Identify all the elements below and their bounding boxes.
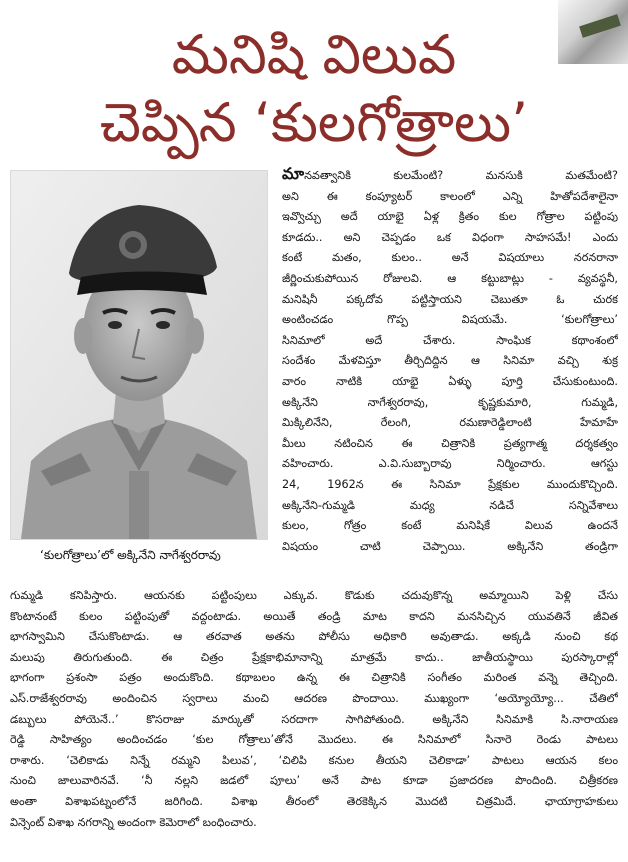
article-line — [10, 607, 618, 628]
article-line-text: వహించారు. ఎ.వి.సుబ్బారావు నిర్మించారు. ఆగస్టు — [282, 457, 618, 471]
article-line-text: సినిమాలో అదే చేశారు. సాంఘిక కథాంశంలో — [282, 333, 618, 347]
article-line — [282, 454, 618, 475]
article-line-text: అక్కినేని నాగేశ్వరరావు, కృష్ణకుమారి, గుమ్మడి, — [282, 395, 618, 409]
article-line — [282, 187, 618, 208]
article-right-column — [282, 164, 618, 557]
article-line-text: భాగస్వామిని చేసుకొంటాడు. ఆ తరవాత అతను పోలీసు అధికారి అవుతాడు. అక్కడి నుంచి కథ — [10, 630, 618, 644]
article-line — [282, 351, 618, 372]
article-line — [282, 496, 618, 517]
article-line-text: ఎస్.రాజేశ్వరరావు అందించిన స్వరాలు మంచి ఆదరణ పొందాయి. ముఖ్యంగా ‘అయ్యోయ్యో... చేతిలో — [10, 691, 618, 705]
article-line-text: కొంటానంటే కులం పట్టింపుతో వద్దంటాడు. అయితే తండ్రి మాట కాదని మనసిచ్చిన యువతినే జీవిత — [10, 609, 618, 623]
article-full-width — [10, 586, 618, 833]
article-line-text: మనిషినీ పక్కదోవ పట్టిస్తాయని చెబుతూ ఓ చురక — [282, 292, 618, 306]
article-line-text: సందేశం మేళవిస్తూ తీర్చిదిద్దిన ఆ సినిమా వచ్చి శుక్ర — [282, 354, 618, 368]
article-line-text: కూడదు.. అని చెప్పడం ఒక విధంగా సాహసమే! ఎందు — [282, 230, 618, 244]
article-line-text: అక్కినేని-గుమ్మడి మధ్య నడిచే సన్నివేశాలు — [282, 498, 618, 512]
article-line — [10, 751, 618, 772]
headline-line-1: మనిషి విలువ — [171, 23, 457, 86]
article-line-text: కంటే మతం, కులం.. అనే విషయాలు నరనరానా — [282, 251, 618, 265]
article-line-text: విన్సెంట్ విశాఖ నగరాన్ని అందంగా కెమెరాలో బంధించారు. — [10, 815, 257, 829]
article-line — [282, 207, 618, 228]
article-line-text: జీర్ణించుకుపోయిన రోజులవి. ఆ కట్టుబాట్లు - వ్యవస్థనీ, — [282, 271, 618, 285]
article-line — [282, 310, 618, 331]
article-line-text: భాగంగా ప్రశంసా పత్రం అందుకొంది. కథాబలం ఉన్న ఈ చిత్రానికి సంగీతం మరింత వన్నె తెచ్చింది. — [10, 671, 618, 685]
article-line-text: అని ఈ కంప్యూటర్ కాలంలో ఎన్ని హితోపదేశాలైనా — [282, 189, 618, 203]
article-line — [10, 648, 618, 669]
article-line-text: వారం నాటికి యాభై ఏళ్ళు పూర్తి చేసుకుంటుంది. — [282, 374, 618, 388]
article-line — [10, 710, 618, 731]
article-line-text: మీలు నటించిన ఈ చిత్రానికి ప్రత్యగాత్మ దర్శకత్వం — [282, 436, 618, 450]
article-line — [282, 228, 618, 249]
article-line — [10, 668, 618, 689]
article-line-text: విషయం చాటి చెప్పాయి. అక్కినేని తండ్రిగా — [282, 539, 618, 553]
article-line-text: 24, 1962న ఈ సినిమా ప్రేక్షకుల ముందుకొచ్చింది. — [282, 477, 618, 491]
article-line — [282, 516, 618, 537]
article-line-text: గుమ్మడి కనిపిస్తారు. ఆయనకు పట్టింపులు ఎక్కువ. కొడుకు చదువుకొన్న అమ్మాయిని పెళ్లి చేసు — [10, 589, 618, 602]
article-line — [282, 269, 618, 290]
article-line — [282, 393, 618, 414]
article-line-text: డబ్బులు పోయెనే..’ కొసరాజు మార్కుతో సరదాగా సాగిపోతుంది. అక్కినేని సినిమాకి సి.నారాయణ — [10, 712, 618, 726]
article-line — [282, 537, 618, 558]
photo-caption: ‘కులగోత్రాలు’లో అక్కినేని నాగేశ్వరరావు — [40, 548, 221, 562]
article-line-text: అంతా విశాఖపట్నంలోనే జరిగింది. విశాఖ తీరంలో తెరకెక్కిన మొదటి చిత్రమిదే. ఛాయాగ్రాహకులు — [10, 794, 618, 808]
article-line-text: రాశారు. ‘చెలికాడు నిన్నే రమ్మని పిలువ’, ‘చిలిపి కనుల తీయని చెలికాడా’ పాటలు ఆయన కలం — [10, 753, 618, 767]
article-line-text: ఇవ్వొచ్చు అదే యాభై ఏళ్ల క్రితం కుల గోత్రాల పట్టింపు — [282, 210, 618, 224]
article-line — [282, 475, 618, 496]
article-line-text: అంటించడం గొప్ప విషయమే. ‘కులగోత్రాలు’ — [282, 313, 618, 327]
article-line — [10, 689, 618, 710]
article-line — [10, 771, 618, 792]
article-line — [282, 164, 618, 187]
article-line — [10, 792, 618, 813]
article-line-text: మిక్కిలినేని, రేలంగి, రమణారెడ్డిలాంటి హేమాహే — [282, 416, 618, 430]
article-line — [282, 331, 618, 352]
article-line — [282, 290, 618, 311]
article-line-text: కులం, గోత్రం కంటే మనిషికే విలువ ఉందనే — [282, 519, 618, 533]
article-line-text: నవత్వానికి కులమేంటి? మనసుకి మతమేంటి? — [304, 169, 618, 182]
article-line — [10, 813, 618, 834]
actor-photo — [10, 170, 268, 540]
drop-cap: మా — [282, 164, 305, 183]
article-line-text: మలుపు తిరుగుతుంది. ఈ చిత్రం ప్రేక్షకాభిమానాన్ని మాత్రమే కాదు.. జాతీయస్థాయి పురస్కారాల్లో — [10, 650, 618, 664]
article-line — [282, 372, 618, 393]
article-line — [282, 434, 618, 455]
article-line-text: నుంచి జాలువారినవే. ‘నీ నల్లని జడలో పూలు’ అనే పాట కూడా ప్రజాదరణ పొందింది. చిత్రీకరణ — [10, 774, 618, 788]
article-line — [282, 248, 618, 269]
article-line — [10, 586, 618, 607]
article-line — [10, 627, 618, 648]
headline-line-2: చెప్పిన ‘కులగోత్రాలు’ — [99, 91, 529, 154]
article-line — [282, 413, 618, 434]
article-line-text: రెడ్డి సాహిత్యం అందించడం ‘కుల గోత్రాలు’తోనే మొదలు. ఈ సినిమాలో సినారె రెండు పాటలు — [10, 733, 618, 747]
article-line — [10, 730, 618, 751]
